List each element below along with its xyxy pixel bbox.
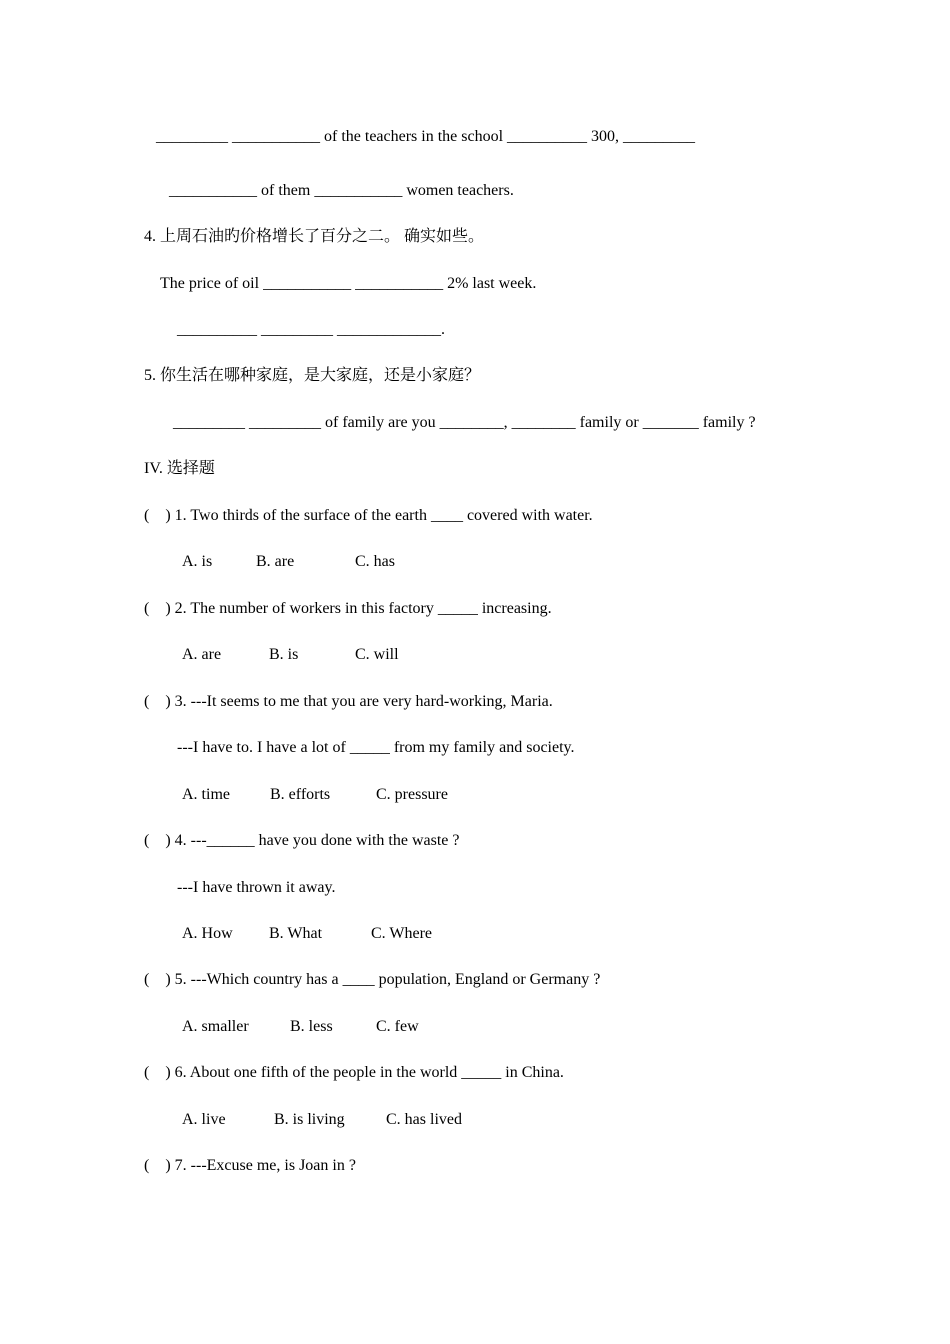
section-iv-heading: IV. 选择题 <box>144 460 215 477</box>
mc5-option-c: C. few <box>376 1018 419 1035</box>
q3-blank-line-1: _________ ___________ of the teachers in the school __________ 300, _________ <box>156 128 696 145</box>
mc1-option-b: B. are <box>256 553 295 570</box>
mc3-option-a: A. time <box>182 786 230 803</box>
mc2-option-b: B. is <box>269 646 299 663</box>
mc4-option-a: A. How <box>182 925 233 942</box>
mc6-option-b: B. is living <box>274 1111 345 1128</box>
q4-chinese-prompt: 4. 上周石油旳价格增长了百分之二。 确实如些。 <box>144 228 485 245</box>
mc3-option-c: C. pressure <box>376 786 448 803</box>
mc-question-3-reply: ---I have to. I have a lot of _____ from my family and society. <box>177 739 575 756</box>
mc-question-6: ( ) 6. About one fifth of the people in the world _____ in China. <box>144 1064 564 1081</box>
mc6-option-c: C. has lived <box>386 1111 462 1128</box>
mc-question-4-reply: ---I have thrown it away. <box>177 879 336 896</box>
q5-english-line: _________ _________ of family are you ________, ________ family or _______ family ? <box>173 414 756 431</box>
mc1-option-c: C. has <box>355 553 395 570</box>
mc4-option-c: C. Where <box>371 925 433 942</box>
q5-chinese-prompt: 5. 你生活在哪种家庭，是大家庭，还是小家庭？ <box>144 367 481 384</box>
mc3-option-b: B. efforts <box>270 786 331 803</box>
mc-question-1: ( ) 1. Two thirds of the surface of the earth ____ covered with water. <box>144 507 593 524</box>
mc-question-5: ( ) 5. ---Which country has a ____ population, England or Germany ? <box>144 971 601 988</box>
mc-question-4: ( ) 4. ---______ have you done with the waste ? <box>144 832 460 849</box>
mc4-option-b: B. What <box>269 925 323 942</box>
mc1-option-a: A. is <box>182 553 213 570</box>
mc5-option-a: A. smaller <box>182 1018 249 1035</box>
mc2-option-c: C. will <box>355 646 399 663</box>
q4-blank-line: __________ _________ _____________. <box>177 321 445 338</box>
mc-question-7: ( ) 7. ---Excuse me, is Joan in ? <box>144 1157 356 1174</box>
mc-question-3: ( ) 3. ---It seems to me that you are very hard-working, Maria. <box>144 693 553 710</box>
q3-blank-line-2: ___________ of them ___________ women teachers. <box>169 182 514 199</box>
mc2-option-a: A. are <box>182 646 222 663</box>
mc5-option-b: B. less <box>290 1018 333 1035</box>
mc-question-2: ( ) 2. The number of workers in this factory _____ increasing. <box>144 600 552 617</box>
q4-english-line: The price of oil ___________ ___________ 2% last week. <box>160 275 537 292</box>
mc6-option-a: A. live <box>182 1111 226 1128</box>
